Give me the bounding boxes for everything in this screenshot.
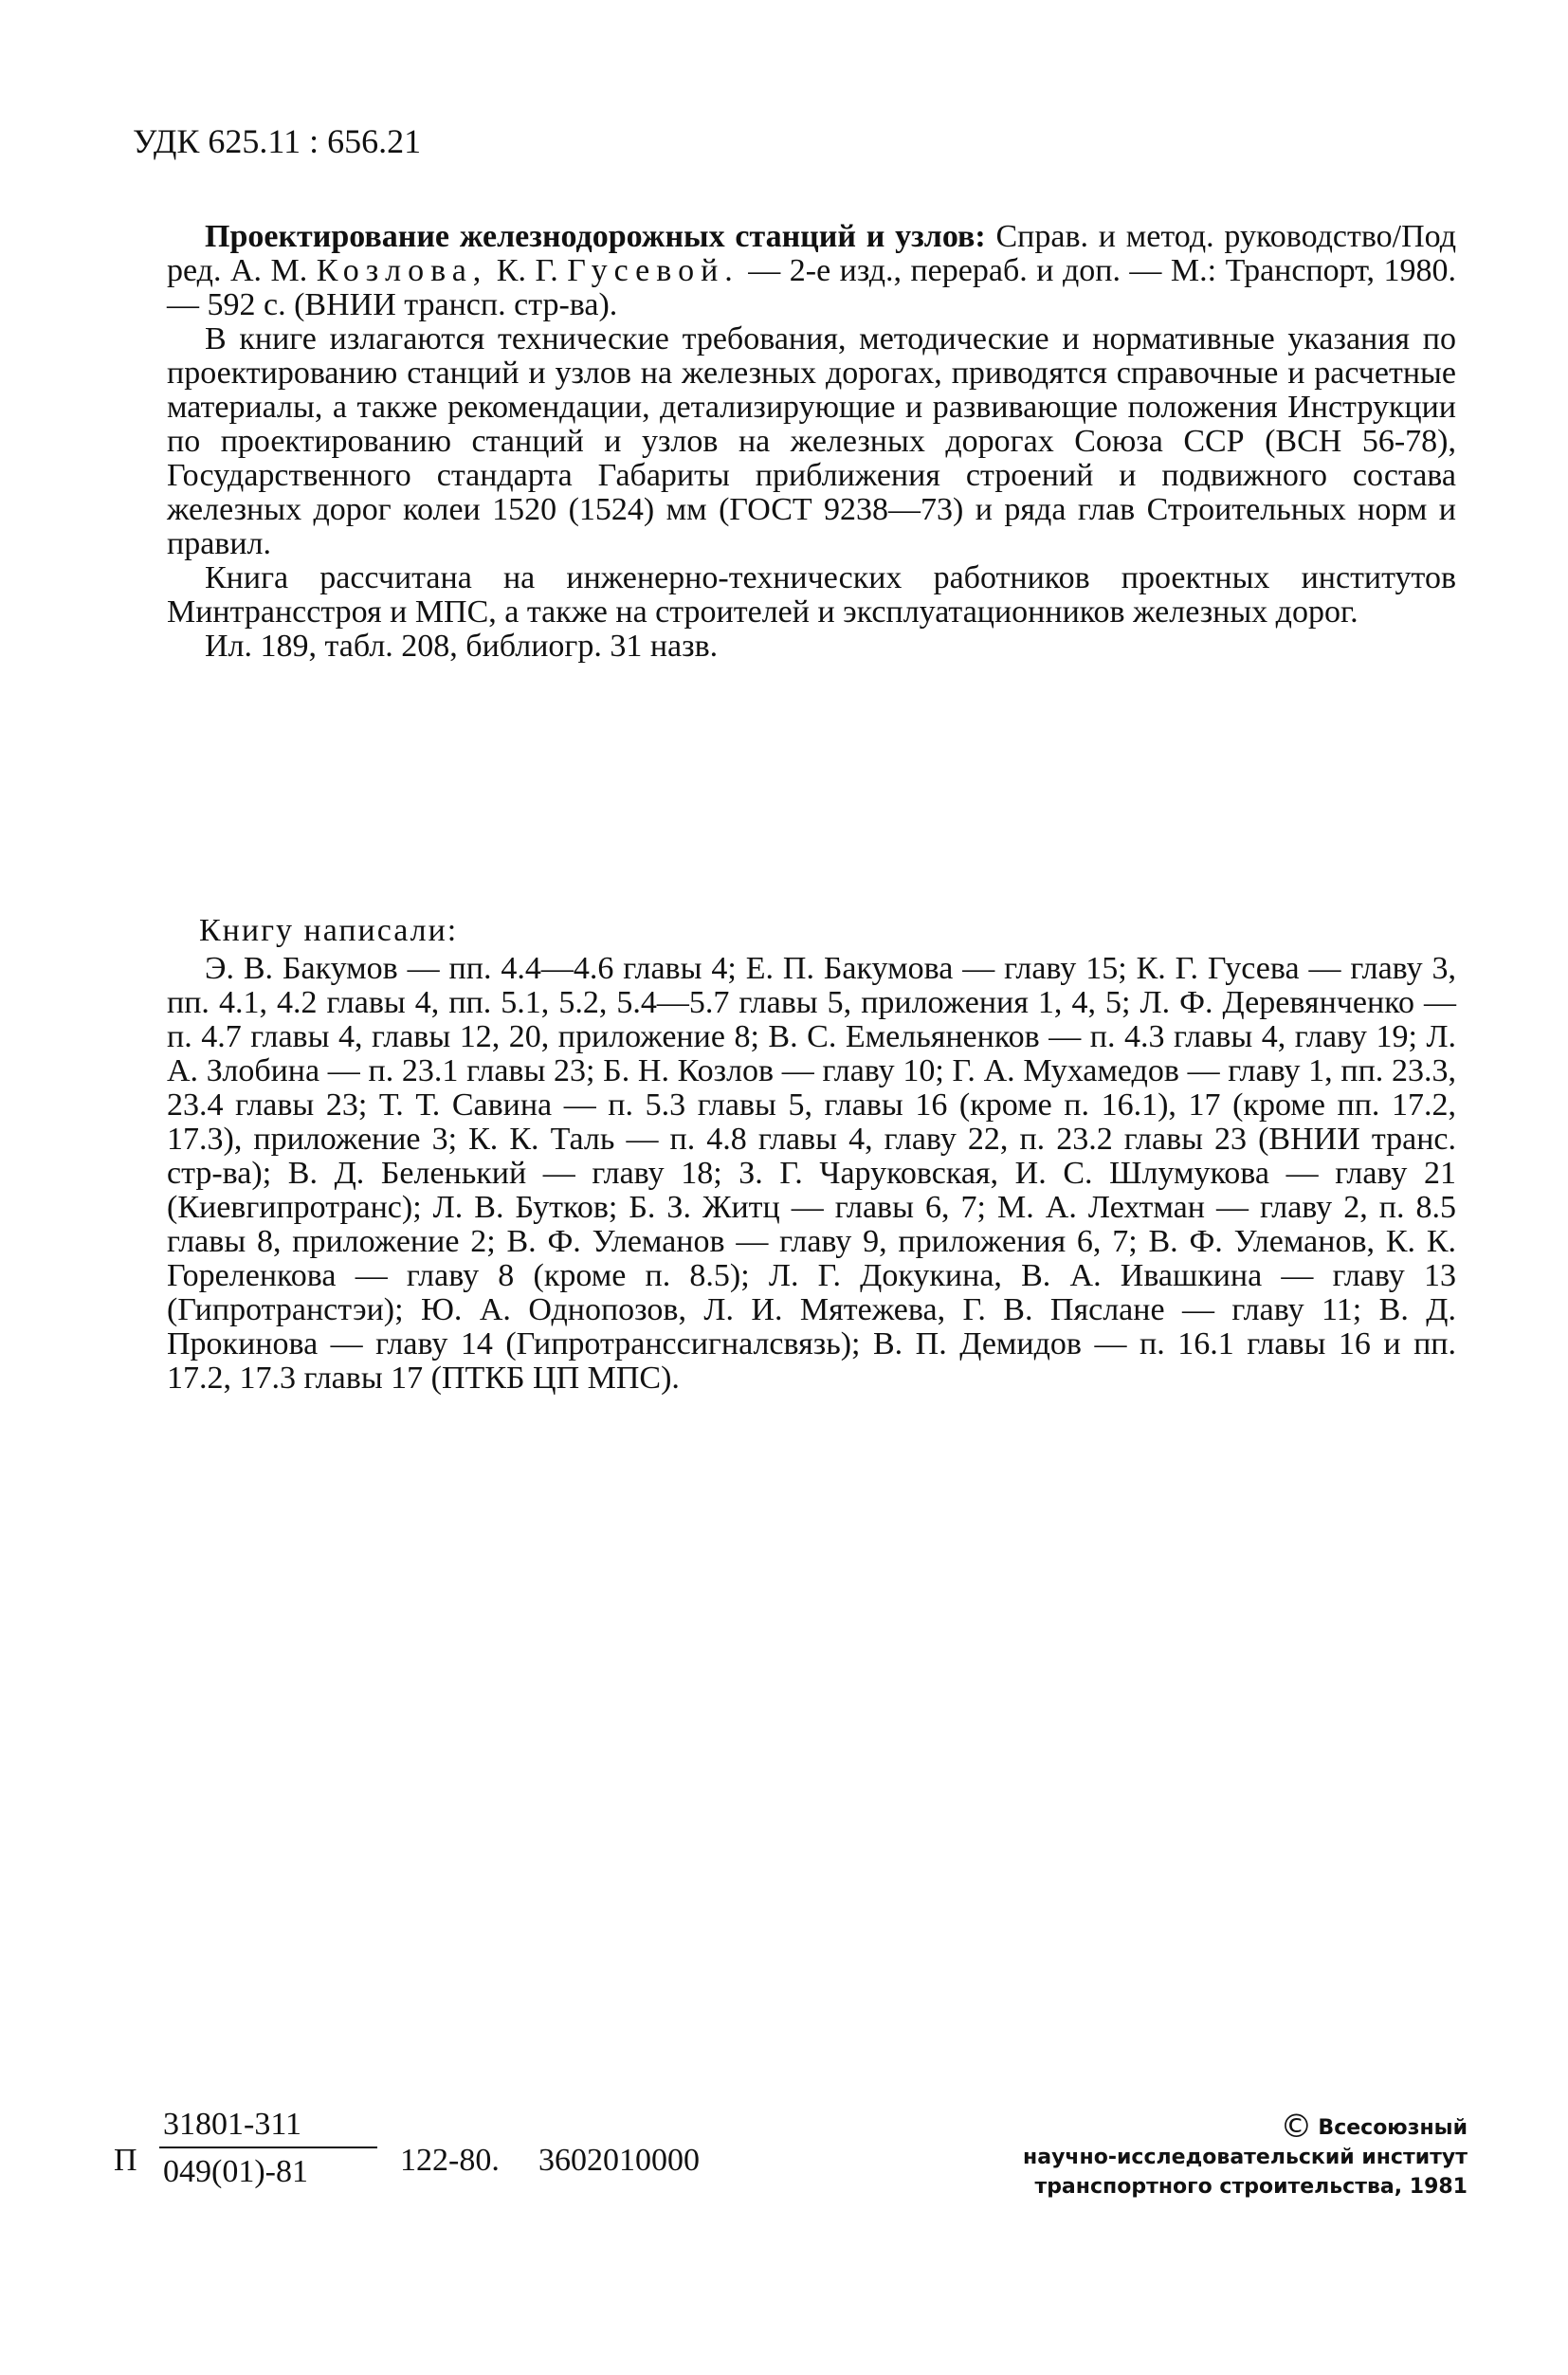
copyright-symbol: © <box>1280 2108 1313 2146</box>
book-title: Проектирование железнодорожных станций и узлов: <box>205 219 986 254</box>
bibliographic-record <box>167 220 1456 322</box>
copyright-line-2: научно-исследовательский институт <box>1023 2146 1468 2169</box>
copyright-organization: Всесоюзный <box>1318 2116 1468 2140</box>
bibliographic-annotation <box>167 220 1456 664</box>
editor-name-1: Козлова, <box>316 253 488 288</box>
copyright-line-3: транспортного строительства, 1981 <box>1034 2175 1468 2199</box>
annotation-paragraph-3: Ил. 189, табл. 208, библиогр. 31 назв. <box>205 629 719 664</box>
catalog-fraction <box>159 2107 377 2190</box>
catalog-letter: П <box>114 2143 137 2178</box>
annotation-paragraph-1: В книге излагаются технические требования, методические и нормативные указания по проектированию станций и узлов на железных дорогах, приводятся справочные и расчетные материалы, а также рекомендации, детализирующие и развивающие положения Инструкции по проектированию станций и узлов на железных дорогах Союза ССР (ВСН 56-78), Государственного стандарта Габариты приближения строений и подвижного состава железных дорог колеи 1520 (1524) мм (ГОСТ 9238—73) и ряда глав Строительных норм и правил. <box>167 321 1456 561</box>
authors-heading: Книгу написали: <box>199 913 459 948</box>
record-description-2: К. Г. <box>487 253 568 288</box>
editor-name-2: Гусевой. <box>567 253 739 288</box>
udk-code: УДК 625.11 : 656.21 <box>133 122 422 160</box>
annotation-paragraph-2: Книга рассчитана на инженерно-технических работников проектных институтов Минтрансстроя и МПС, а также на строителей и эксплуатационников железных дорог. <box>167 560 1456 630</box>
copyright-line-1 <box>975 2108 1468 2146</box>
catalog-numerator: 31801-311 <box>159 2107 377 2148</box>
catalog-code-1: 122-80. <box>400 2143 500 2178</box>
catalog-code-2: 3602010000 <box>538 2143 700 2178</box>
record-description-1: Справ. и метод. руководство/Под ред. А. М. <box>167 219 1456 288</box>
authors-section <box>167 914 1456 1396</box>
record-description-3: — 2-е изд., перераб. и доп. — М.: Транспорт, 1980. — 592 с. (ВНИИ трансп. стр-ва). <box>167 253 1456 322</box>
authors-list: Э. В. Бакумов — пп. 4.4—4.6 главы 4; Е. П. Бакумова — главу 15; К. Г. Гусева — главу 3, пп. 4.1, 4.2 главы 4, пп. 5.1, 5.2, 5.4—5.7 главы 5, приложения 1, 4, 5; Л. Ф. Деревянченко — п. 4.7 главы 4, главы 12, 20, приложение 8; В. С. Емельяненков — п. 4.3 главы 4, главу 19; Л. А. Злобина — п. 23.1 главы 23; Б. Н. Козлов — главу 10; Г. А. Мухамедов — главу 1, пп. 23.3, 23.4 главы 23; Т. Т. Савина — п. 5.3 главы 5, главы 16 (кроме п. 16.1), 17 (кроме пп. 17.2, 17.3), приложение 3; К. К. Таль — п. 4.8 главы 4, главу 22, п. 23.2 главы 23 (ВНИИ транс. стр-ва); В. Д. Беленький — главу 18; З. Г. Чаруковская, И. С. Шлумукова — главу 21 (Киевгипротранс); Л. В. Бутков; Б. З. Житц — главы 6, 7; М. А. Лехтман — главу 2, п. 8.5 главы 8, приложение 2; В. Ф. Улеманов — главу 9, приложения 6, 7; В. Ф. Улеманов, К. К. Гореленкова — главу 8 (кроме п. 8.5); Л. Г. Докукина, В. А. Ивашкина — главу 13 (Гипротранстэи); Ю. А. Однопозов, Л. И. Мятежева, Г. В. Пяслане — главу 11; В. Д. Прокинова — главу 14 (Гипротранссигналсвязь); В. П. Демидов — п. 16.1 главы 16 и пп. 17.2, 17.3 главы 17 (ПТКБ ЦП МПС). <box>167 951 1456 1396</box>
catalog-denominator: 049(01)-81 <box>163 2154 308 2189</box>
copyright-block <box>975 2108 1468 2201</box>
